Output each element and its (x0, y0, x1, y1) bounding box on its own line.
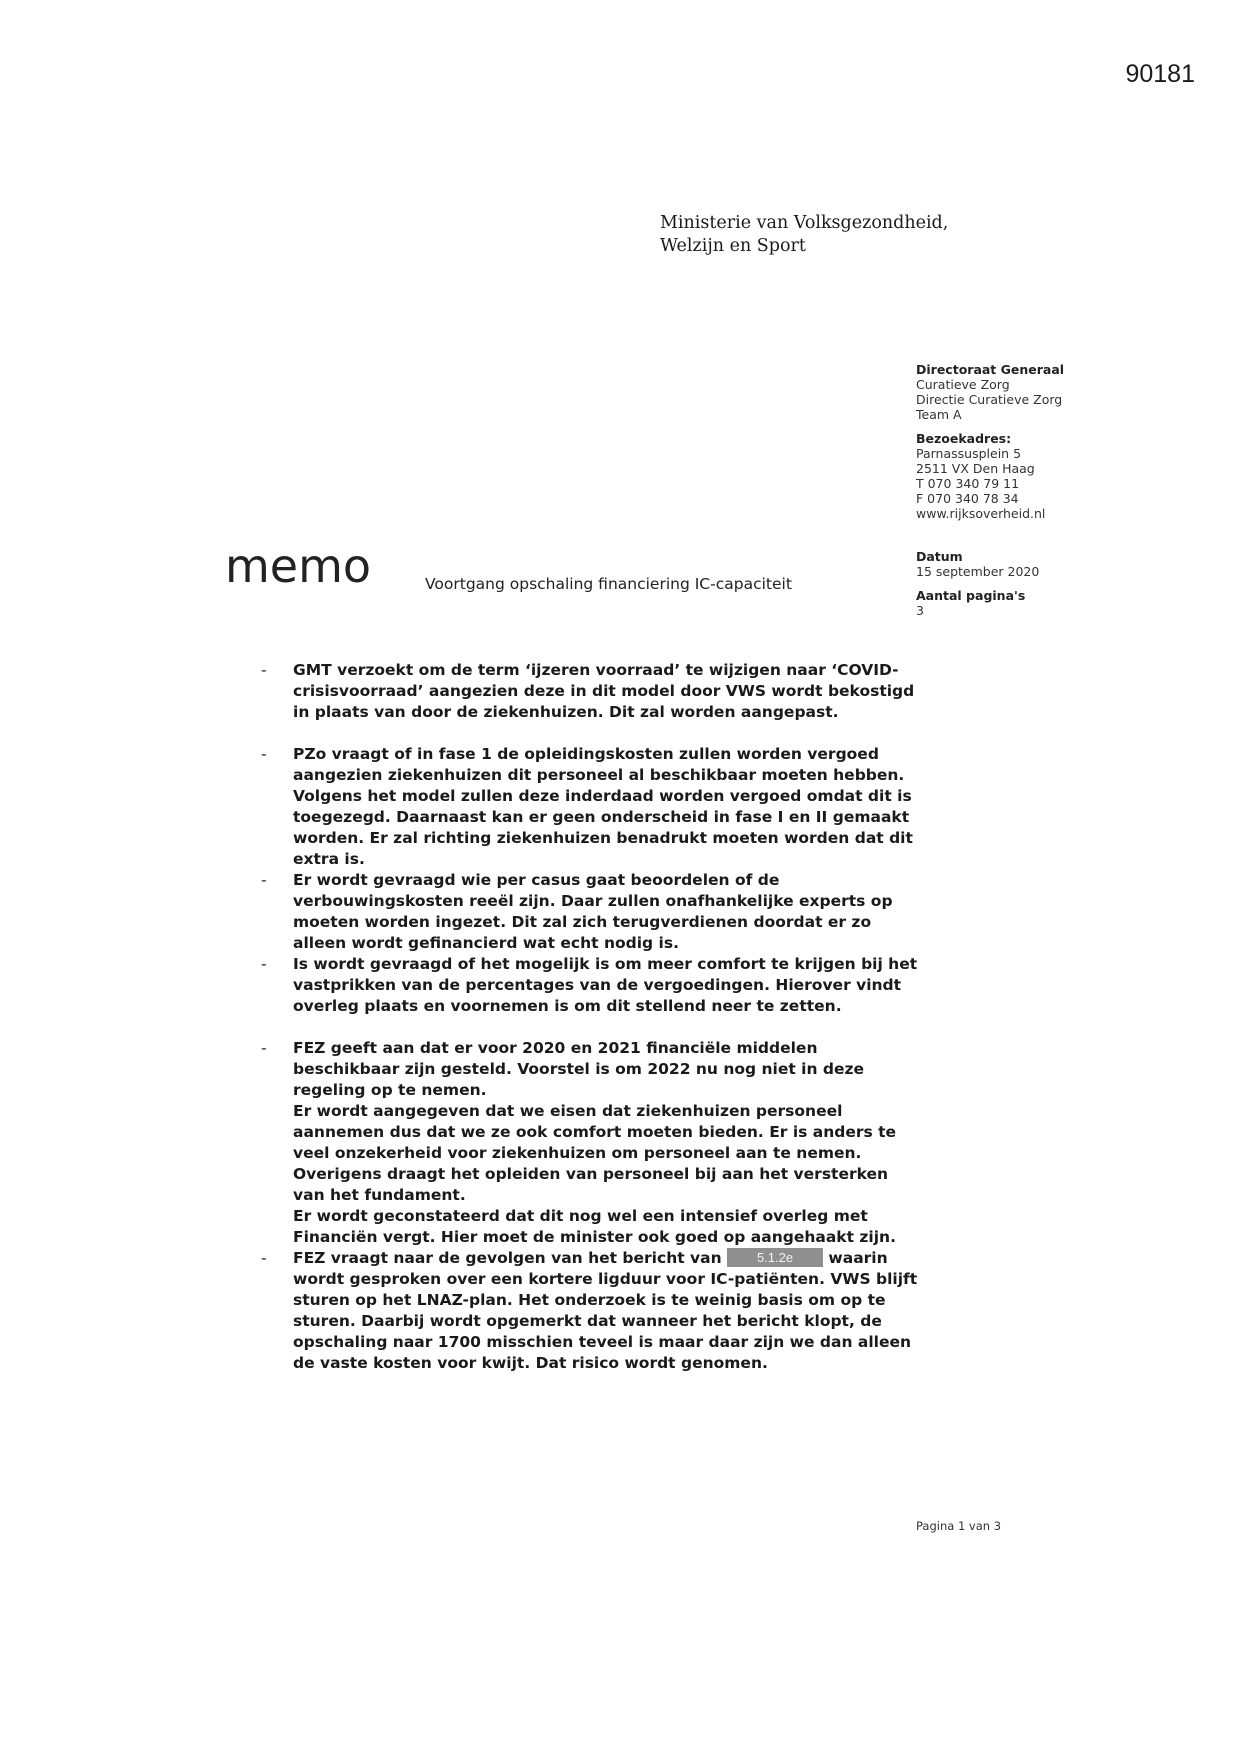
list-item (258, 954, 918, 1017)
ministry-line-2: Welzijn en Sport (660, 236, 806, 256)
directorate-label: Directoraat Generaal (916, 362, 1065, 377)
visiting-address-block (916, 431, 1116, 521)
item-paragraph: Er wordt geconstateerd dat dit nog wel een intensief overleg met Financiën vergt. Hier moet de minister ook goed op aangehaakt zijn. (293, 1207, 896, 1246)
date-value: 15 september 2020 (916, 564, 1040, 579)
document-number: 90181 (1125, 60, 1195, 88)
dash-bullet: - (261, 661, 267, 679)
ministry-name (660, 212, 948, 258)
phone-line: T 070 340 79 11 (916, 476, 1020, 491)
directorate-line: Directie Curatieve Zorg (916, 392, 1063, 407)
date-block (916, 549, 1116, 579)
date-label: Datum (916, 549, 963, 564)
pages-value: 3 (916, 603, 924, 618)
memo-subject: Voortgang opschaling financiering IC-capaciteit (425, 575, 792, 593)
item-paragraph: Er wordt aangegeven dat we eisen dat ziekenhuizen personeel aannemen dus dat we ze ook comfort moeten bieden. Er is anders te veel onzekerheid voor ziekenhuizen om personeel aan te nemen. Overigens draagt het opleiden van personeel bij aan het versterken van het fundament. (293, 1102, 897, 1204)
memo-body (258, 660, 918, 1374)
visiting-address-label: Bezoekadres: (916, 431, 1012, 446)
sidebar-info (916, 362, 1116, 627)
dash-bullet: - (261, 745, 267, 763)
dash-bullet: - (261, 955, 267, 973)
fax-line: F 070 340 78 34 (916, 491, 1019, 506)
directorate-line: Curatieve Zorg (916, 377, 1010, 392)
address-line: Parnassusplein 5 (916, 446, 1022, 461)
ministry-line-1: Ministerie van Volksgezondheid, (660, 213, 949, 233)
pages-block (916, 588, 1116, 618)
list-item (258, 660, 918, 723)
directorate-line: Team A (916, 407, 962, 422)
item-paragraph: Is wordt gevraagd of het mogelijk is om meer comfort te krijgen bij het vastprikken van de percentages van de vergoedingen. Hierover vindt overleg plaats en voornemen is om dit stellend neer te zetten. (293, 955, 918, 1015)
list-item (258, 1038, 918, 1248)
list-item (258, 870, 918, 954)
list-item (258, 1248, 918, 1374)
item-paragraph (293, 1248, 918, 1374)
dash-bullet: - (261, 1039, 267, 1057)
directorate-block (916, 362, 1116, 422)
memo-heading: memo (225, 539, 372, 593)
page-indicator: Pagina 1 van 3 (916, 1519, 1002, 1533)
dash-bullet: - (261, 871, 267, 889)
pages-label: Aantal pagina's (916, 588, 1026, 603)
item-paragraph: FEZ geeft aan dat er voor 2020 en 2021 financiële middelen beschikbaar zijn gesteld. Voorstel is om 2022 nu nog niet in deze regeling op te nemen. (293, 1039, 865, 1099)
list-item (258, 744, 918, 870)
text-after-redaction: waarin wordt gesproken over een kortere ligduur voor IC-patiënten. VWS blijft sturen op het LNAZ-plan. Het onderzoek is te weinig basis om op te sturen. Daarbij wordt opgemerkt dat wanneer het bericht klopt, de opschaling naar 1700 misschien teveel is maar daar zijn we dan alleen de vaste kosten voor kwijt. Dat risico wordt genomen. (293, 1249, 918, 1372)
text-before-redaction: FEZ vraagt naar de gevolgen van het bericht van (293, 1249, 728, 1267)
website-link[interactable]: www.rijksoverheid.nl (916, 506, 1046, 521)
item-paragraph: Er wordt gevraagd wie per casus gaat beoordelen of de verbouwingskosten reeël zijn. Daar zullen onafhankelijke experts op moeten worden ingezet. Dit zal zich terugverdienen doordat er zo alleen wordt gefinancierd wat echt nodig is. (293, 871, 893, 952)
item-paragraph: GMT verzoekt om de term ‘ijzeren voorraad’ te wijzigen naar ‘COVID-crisisvoorraad’ aangezien deze in dit model door VWS wordt bekostigd in plaats van door de ziekenhuizen. Dit zal worden aangepast. (293, 661, 915, 721)
dash-bullet: - (261, 1249, 267, 1267)
address-line: 2511 VX Den Haag (916, 461, 1035, 476)
redaction-block: 5.1.2e (727, 1248, 823, 1267)
item-paragraph: PZo vraagt of in fase 1 de opleidingskosten zullen worden vergoed aangezien ziekenhuizen dit personeel al beschikbaar moeten hebben. Volgens het model zullen deze inderdaad worden vergoed omdat dit is toegezegd. Daarnaast kan er geen onderscheid in fase I en II gemaakt worden. Er zal richting ziekenhuizen benadrukt moeten worden dat dit extra is. (293, 745, 913, 868)
